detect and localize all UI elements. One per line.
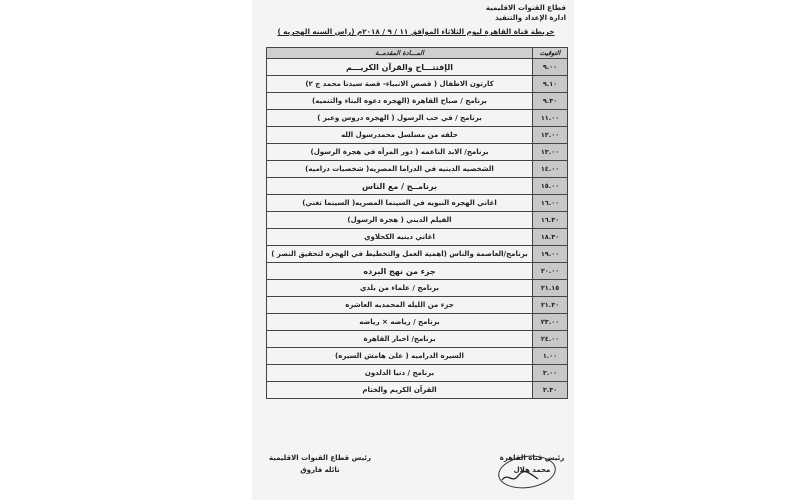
right-signature-title: رئيس قناة القاهرة: [499, 454, 565, 462]
schedule-title: خريطة قناة القاهرة ليوم الثلاثاء الموافق ١١ / ٩ / ٢٠١٨م (راس السنه الهجريه ): [277, 27, 555, 36]
right-signature: [492, 452, 572, 476]
time-cell: ٢٠.٠٠: [533, 263, 568, 280]
table-row: [267, 280, 568, 297]
document-page: [252, 0, 574, 500]
right-signature-name: محمد هلال: [513, 466, 551, 474]
time-cell: ١٩.٠٠: [533, 246, 568, 263]
table-row: [267, 76, 568, 93]
time-cell: ١٥.٠٠: [533, 178, 568, 195]
program-cell: الشخصيه الدينيه في الدراما المصريه( شخصيات دراميه): [267, 161, 533, 178]
table-row: [267, 229, 568, 246]
program-cell: اغاني دينيه الكحلاوي: [267, 229, 533, 246]
time-cell: ٢٣.٠٠: [533, 314, 568, 331]
program-cell: برنامــج / مع الناس: [267, 178, 533, 195]
program-cell: اغاني الهجره النبويه في السينما المصريه( السينما تغني): [267, 195, 533, 212]
program-cell: برنامج/ اخبار القاهرة: [267, 331, 533, 348]
program-cell: برنامج/ الابد الناعمه ( دور المرأه في هجرة الرسول): [267, 144, 533, 161]
program-cell: القرآن الكريم والختام: [267, 382, 533, 399]
table-row: [267, 212, 568, 229]
time-cell: ٣.٠٠: [533, 365, 568, 382]
table-row: [267, 144, 568, 161]
program-cell: برنامج / دنيا الدلدون: [267, 365, 533, 382]
time-cell: ٩.٠٠: [533, 59, 568, 76]
program-cell: حلقه من مسلسل محمدرسول الله: [267, 127, 533, 144]
program-cell: جزء من نهج البرده: [267, 263, 533, 280]
left-signature-name: نائله فاروق: [300, 466, 340, 474]
table-header-row: [267, 48, 568, 59]
time-cell: ٩.١٠: [533, 76, 568, 93]
program-cell: السيره الدراميه ( على هامش السيره): [267, 348, 533, 365]
program-cell: كارتون الاطفال ( قصص الانبياء- قصة سيدنا محمد ج ٢): [267, 76, 533, 93]
time-cell: ٢٤.٠٠: [533, 331, 568, 348]
table-row: [267, 178, 568, 195]
table-row: [267, 382, 568, 399]
table-row: [267, 93, 568, 110]
program-cell: الإفتتـــاح والقرآن الكريـــم: [267, 59, 533, 76]
time-cell: ٩.٣٠: [533, 93, 568, 110]
left-signature-title: رئيس قطاع القنوات الاقليمية: [269, 454, 371, 462]
time-cell: ١.٠٠: [533, 348, 568, 365]
time-column-header: التوقيت: [533, 48, 568, 59]
table-row: [267, 127, 568, 144]
program-cell: الفيلم الديني ( هجرة الرسول): [267, 212, 533, 229]
program-cell: برنامج / علماء من بلدي: [267, 280, 533, 297]
time-cell: ٢١.١٥: [533, 280, 568, 297]
time-cell: ١٨.٣٠: [533, 229, 568, 246]
department-header: ادارة الإعداد والتنفيذ: [495, 14, 566, 22]
time-cell: ١٤.٠٠: [533, 161, 568, 178]
table-row: [267, 110, 568, 127]
table-row: [267, 246, 568, 263]
table-row: [267, 348, 568, 365]
schedule-rows: [267, 59, 568, 399]
program-cell: جزء من الليله المحمديه العاشره: [267, 297, 533, 314]
time-cell: ١٣.٠٠: [533, 144, 568, 161]
time-cell: ١١.٠٠: [533, 110, 568, 127]
table-row: [267, 59, 568, 76]
table-row: [267, 314, 568, 331]
program-column-header: المـــادة المقدمــة: [267, 48, 533, 59]
table-row: [267, 263, 568, 280]
table-row: [267, 195, 568, 212]
time-cell: ١٦.٣٠: [533, 212, 568, 229]
time-cell: ١٦.٠٠: [533, 195, 568, 212]
time-cell: ٣.٣٠: [533, 382, 568, 399]
time-cell: ١٢.٠٠: [533, 127, 568, 144]
table-row: [267, 331, 568, 348]
program-cell: برنامج / صباح القاهرة (الهجره دعوه البناء والتنميه): [267, 93, 533, 110]
schedule-table: [266, 47, 568, 399]
sector-header: قطاع القنوات الاقليمية: [485, 4, 566, 12]
program-cell: برنامج / رياضه × رياضه: [267, 314, 533, 331]
program-cell: برنامج / في حب الرسول ( الهجره دروس وعبر ): [267, 110, 533, 127]
table-row: [267, 365, 568, 382]
table-row: [267, 161, 568, 178]
table-row: [267, 297, 568, 314]
program-cell: برنامج/العاصمة والناس (اهمية العمل والتخطيط في الهجره لتحقيق النصر ): [267, 246, 533, 263]
left-signature: [260, 452, 380, 476]
time-cell: ٢١.٣٠: [533, 297, 568, 314]
